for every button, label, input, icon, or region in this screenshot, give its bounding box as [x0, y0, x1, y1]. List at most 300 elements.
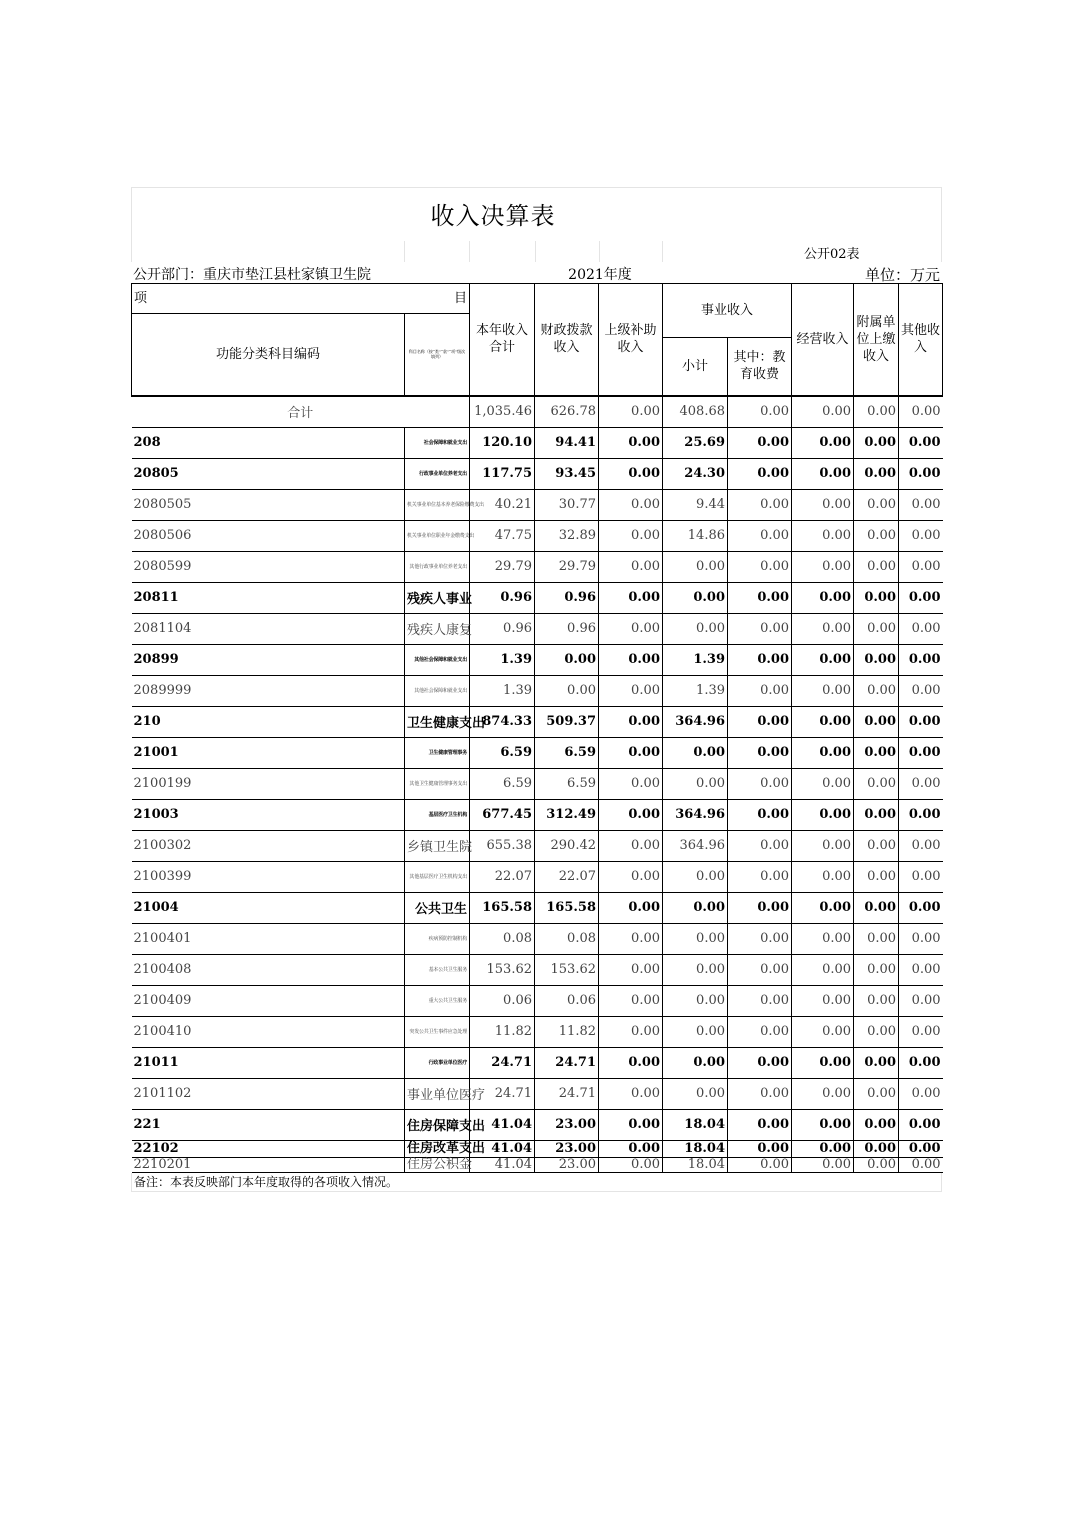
- row-name: 基本公共卫生服务: [405, 954, 470, 985]
- row-value: 0.00: [854, 799, 899, 830]
- row-value: 11.82: [470, 1016, 535, 1047]
- row-code: 21001: [132, 737, 405, 768]
- row-name: 机关事业单位基本养老保险缴费支出: [405, 489, 470, 520]
- row-code: 20811: [132, 582, 405, 613]
- row-value: 0.00: [792, 613, 854, 644]
- row-value: 0.96: [470, 613, 535, 644]
- row-value: 0.00: [792, 923, 854, 954]
- row-value: 0.00: [899, 551, 943, 582]
- row-value: 0.00: [899, 985, 943, 1016]
- header-business: 事业收入: [663, 284, 792, 338]
- row-value: 25.69: [663, 427, 728, 458]
- row-value: 0.00: [663, 1016, 728, 1047]
- table-row: [132, 768, 943, 799]
- row-value: 0.00: [728, 427, 792, 458]
- row-value: 0.00: [728, 1157, 792, 1172]
- row-value: 153.62: [470, 954, 535, 985]
- row-value: 0.00: [854, 737, 899, 768]
- row-name: 住房改革支出: [405, 1140, 470, 1157]
- row-value: 0.00: [728, 830, 792, 861]
- row-name: 卫生健康支出: [405, 706, 470, 737]
- row-value: 22.07: [470, 861, 535, 892]
- table-row: [132, 830, 943, 861]
- row-value: 165.58: [535, 892, 599, 923]
- row-value: 0.00: [599, 582, 663, 613]
- form-code: 公开02表: [804, 247, 860, 262]
- row-value: 14.86: [663, 520, 728, 551]
- row-value: 0.00: [599, 489, 663, 520]
- table-row: [132, 582, 943, 613]
- row-name: 事业单位医疗: [405, 1078, 470, 1109]
- row-value: 0.00: [899, 1078, 943, 1109]
- row-value: 0.00: [899, 1157, 943, 1172]
- row-value: 24.71: [535, 1078, 599, 1109]
- row-value: 0.00: [792, 985, 854, 1016]
- title-row: [131, 187, 942, 241]
- row-value: 0.00: [854, 768, 899, 799]
- row-value: 0.00: [854, 675, 899, 706]
- row-value: 6.59: [535, 768, 599, 799]
- table-row: [132, 1078, 943, 1109]
- row-value: 18.04: [663, 1109, 728, 1140]
- row-name: 疾病预防控制机构: [405, 923, 470, 954]
- table-row: [132, 799, 943, 830]
- total-value: 0.00: [599, 396, 663, 428]
- row-value: 312.49: [535, 799, 599, 830]
- row-value: 0.00: [854, 551, 899, 582]
- row-code: 2210201: [132, 1157, 405, 1172]
- row-value: 0.00: [792, 551, 854, 582]
- row-value: 0.00: [854, 892, 899, 923]
- row-value: 1.39: [663, 675, 728, 706]
- row-value: 24.71: [535, 1047, 599, 1078]
- row-value: 0.00: [899, 737, 943, 768]
- row-value: 0.00: [599, 427, 663, 458]
- row-value: 0.00: [899, 799, 943, 830]
- row-value: 0.00: [854, 954, 899, 985]
- row-value: 0.96: [535, 582, 599, 613]
- table-row: [132, 551, 943, 582]
- header-other: 其他收入: [899, 284, 943, 396]
- row-value: 0.00: [792, 1109, 854, 1140]
- row-value: 364.96: [663, 799, 728, 830]
- row-value: 23.00: [535, 1140, 599, 1157]
- table-row: [132, 1016, 943, 1047]
- row-value: 0.00: [899, 830, 943, 861]
- row-value: 0.00: [792, 706, 854, 737]
- row-code: 20805: [132, 458, 405, 489]
- header-superior: 上级补助收入: [599, 284, 663, 396]
- row-code: 21004: [132, 892, 405, 923]
- row-value: 0.96: [535, 613, 599, 644]
- row-code: 2100410: [132, 1016, 405, 1047]
- row-code: 2080506: [132, 520, 405, 551]
- row-value: 22.07: [535, 861, 599, 892]
- row-value: 120.10: [470, 427, 535, 458]
- row-value: 0.00: [728, 1109, 792, 1140]
- row-value: 0.00: [599, 830, 663, 861]
- row-value: 290.42: [535, 830, 599, 861]
- row-value: 0.00: [728, 551, 792, 582]
- row-value: 1.39: [470, 644, 535, 675]
- year-label: 2021年度: [568, 267, 632, 283]
- row-value: 0.00: [792, 1016, 854, 1047]
- row-code: 2100401: [132, 923, 405, 954]
- row-value: 509.37: [535, 706, 599, 737]
- row-value: 0.00: [599, 458, 663, 489]
- row-name: 其他行政事业单位养老支出: [405, 551, 470, 582]
- table-row: [132, 1140, 943, 1157]
- row-code: 2080599: [132, 551, 405, 582]
- row-value: 0.00: [728, 458, 792, 489]
- row-value: 0.00: [728, 861, 792, 892]
- row-value: 0.00: [792, 675, 854, 706]
- row-value: 0.00: [728, 706, 792, 737]
- row-value: 94.41: [535, 427, 599, 458]
- table-row: [132, 923, 943, 954]
- row-code: 2100399: [132, 861, 405, 892]
- row-value: 0.00: [792, 489, 854, 520]
- row-value: 0.00: [792, 1078, 854, 1109]
- row-value: 0.00: [663, 923, 728, 954]
- row-value: 0.00: [599, 706, 663, 737]
- row-value: 0.00: [728, 582, 792, 613]
- row-value: 6.59: [535, 737, 599, 768]
- row-value: 0.00: [899, 582, 943, 613]
- income-table: [131, 283, 943, 1173]
- row-value: 0.08: [535, 923, 599, 954]
- row-value: 364.96: [663, 706, 728, 737]
- table-row: [132, 458, 943, 489]
- row-value: 0.00: [535, 675, 599, 706]
- header-total: 本年收入合计: [470, 284, 535, 396]
- dept-row: [131, 262, 942, 283]
- row-value: 0.00: [663, 551, 728, 582]
- row-value: 0.00: [599, 675, 663, 706]
- table-note: 备注：本表反映部门本年度取得的各项收入情况。: [131, 1173, 942, 1192]
- row-value: 1.39: [663, 644, 728, 675]
- row-value: 0.00: [663, 768, 728, 799]
- row-value: 0.00: [899, 923, 943, 954]
- row-code: 20899: [132, 644, 405, 675]
- total-label: 合计: [132, 396, 470, 428]
- row-value: 0.00: [854, 427, 899, 458]
- row-value: 0.00: [792, 458, 854, 489]
- row-value: 6.59: [470, 737, 535, 768]
- row-value: 6.59: [470, 768, 535, 799]
- table-row: [132, 613, 943, 644]
- row-value: 0.00: [899, 520, 943, 551]
- row-value: 0.00: [728, 1047, 792, 1078]
- header-item-cell: [132, 284, 470, 314]
- row-value: 0.00: [728, 892, 792, 923]
- table-row: [132, 520, 943, 551]
- table-row: [132, 644, 943, 675]
- row-value: 0.06: [470, 985, 535, 1016]
- header-business-sub: 小计: [663, 338, 728, 396]
- row-value: 93.45: [535, 458, 599, 489]
- row-code: 21011: [132, 1047, 405, 1078]
- row-value: 11.82: [535, 1016, 599, 1047]
- row-name: 社会保障和就业支出: [405, 427, 470, 458]
- row-value: 0.00: [899, 644, 943, 675]
- header-item: 项: [134, 291, 148, 306]
- row-code: 21003: [132, 799, 405, 830]
- table-row: [132, 1109, 943, 1140]
- total-value: 0.00: [899, 396, 943, 428]
- row-value: 0.00: [792, 582, 854, 613]
- row-value: 0.00: [854, 1157, 899, 1172]
- row-value: 0.00: [854, 1016, 899, 1047]
- row-value: 0.00: [792, 520, 854, 551]
- row-value: 23.00: [535, 1109, 599, 1140]
- form-code-row: [131, 241, 942, 262]
- row-value: 0.00: [792, 892, 854, 923]
- row-name: 住房保障支出: [405, 1109, 470, 1140]
- table-row: [132, 427, 943, 458]
- row-value: 0.00: [792, 1047, 854, 1078]
- row-value: 0.00: [728, 985, 792, 1016]
- row-value: 153.62: [535, 954, 599, 985]
- row-value: 0.00: [792, 768, 854, 799]
- row-value: 24.71: [470, 1047, 535, 1078]
- row-value: 41.04: [470, 1157, 535, 1172]
- row-value: 40.21: [470, 489, 535, 520]
- row-value: 0.00: [728, 675, 792, 706]
- row-name: 机关事业单位职业年金缴费支出: [405, 520, 470, 551]
- row-value: 0.00: [599, 1016, 663, 1047]
- row-value: 18.04: [663, 1157, 728, 1172]
- table-body: [132, 396, 943, 1173]
- row-value: 0.00: [854, 644, 899, 675]
- table-row: [132, 892, 943, 923]
- row-value: 0.00: [854, 830, 899, 861]
- row-name: 基层医疗卫生机构: [405, 799, 470, 830]
- total-value: 1,035.46: [470, 396, 535, 428]
- table-row: [132, 737, 943, 768]
- row-value: 0.00: [854, 458, 899, 489]
- row-value: 0.00: [792, 954, 854, 985]
- row-value: 0.00: [728, 799, 792, 830]
- row-value: 0.00: [728, 1078, 792, 1109]
- table-row: [132, 985, 943, 1016]
- row-value: 0.00: [728, 923, 792, 954]
- row-value: 41.04: [470, 1109, 535, 1140]
- row-code: 221: [132, 1109, 405, 1140]
- row-value: 0.00: [599, 923, 663, 954]
- row-value: 41.04: [470, 1140, 535, 1157]
- header-affiliated: 附属单位上缴收入: [854, 284, 899, 396]
- row-value: 0.00: [792, 861, 854, 892]
- page-title: 收入决算表: [430, 202, 556, 230]
- row-value: 0.00: [663, 892, 728, 923]
- row-name: 住房公积金: [405, 1157, 470, 1172]
- row-value: 0.00: [599, 954, 663, 985]
- row-value: 655.38: [470, 830, 535, 861]
- row-value: 0.00: [599, 551, 663, 582]
- row-value: 0.00: [899, 613, 943, 644]
- row-value: 47.75: [470, 520, 535, 551]
- table-row: [132, 954, 943, 985]
- row-value: 1.39: [470, 675, 535, 706]
- row-value: 0.00: [854, 1047, 899, 1078]
- row-value: 0.00: [728, 520, 792, 551]
- header-code: 功能分类科目编码: [132, 314, 405, 396]
- row-value: 0.00: [728, 489, 792, 520]
- header-operating: 经营收入: [792, 284, 854, 396]
- row-name: 乡镇卫生院: [405, 830, 470, 861]
- row-name: 其他社会保障和就业支出: [405, 675, 470, 706]
- row-value: 0.00: [663, 737, 728, 768]
- row-name: 公共卫生: [405, 892, 470, 923]
- row-code: 2100409: [132, 985, 405, 1016]
- row-value: 0.00: [899, 706, 943, 737]
- row-name: 行政事业单位养老支出: [405, 458, 470, 489]
- row-value: 0.00: [599, 1047, 663, 1078]
- row-value: 30.77: [535, 489, 599, 520]
- row-value: 0.00: [792, 427, 854, 458]
- row-value: 0.00: [854, 582, 899, 613]
- row-value: 0.00: [899, 892, 943, 923]
- row-value: 0.00: [728, 737, 792, 768]
- row-value: 0.00: [599, 613, 663, 644]
- row-value: 0.00: [599, 768, 663, 799]
- row-name: 残疾人事业: [405, 582, 470, 613]
- row-value: 117.75: [470, 458, 535, 489]
- row-name: 其他基层医疗卫生机构支出: [405, 861, 470, 892]
- row-value: 874.33: [470, 706, 535, 737]
- row-value: 0.00: [599, 737, 663, 768]
- row-value: 0.00: [899, 768, 943, 799]
- total-value: 0.00: [728, 396, 792, 428]
- row-value: 0.00: [854, 706, 899, 737]
- row-value: 0.00: [854, 613, 899, 644]
- row-value: 0.00: [728, 644, 792, 675]
- table-row: [132, 861, 943, 892]
- row-value: 0.00: [599, 1078, 663, 1109]
- row-value: 0.00: [854, 1078, 899, 1109]
- row-code: 208: [132, 427, 405, 458]
- row-name: 突发公共卫生事件应急处理: [405, 1016, 470, 1047]
- row-value: 0.00: [854, 489, 899, 520]
- row-value: 9.44: [663, 489, 728, 520]
- row-value: 24.30: [663, 458, 728, 489]
- row-value: 0.00: [663, 861, 728, 892]
- row-value: 0.08: [470, 923, 535, 954]
- row-value: 0.00: [792, 799, 854, 830]
- row-value: 32.89: [535, 520, 599, 551]
- table-row: [132, 1047, 943, 1078]
- row-value: 0.00: [899, 1109, 943, 1140]
- row-value: 23.00: [535, 1157, 599, 1172]
- row-name: 残疾人康复: [405, 613, 470, 644]
- row-name: 其他卫生健康管理事务支出: [405, 768, 470, 799]
- total-value: 0.00: [854, 396, 899, 428]
- row-value: 0.00: [663, 954, 728, 985]
- table-row-total: [132, 396, 943, 428]
- header-name: 科目名称（按“类”“款”“项”级次填列）: [405, 314, 470, 396]
- unit-label: 单位：万元: [864, 266, 940, 284]
- total-value: 0.00: [792, 396, 854, 428]
- row-value: 0.00: [728, 768, 792, 799]
- table-header: [132, 284, 943, 396]
- row-value: 0.00: [899, 458, 943, 489]
- header-business-edu: 其中：教育收费: [728, 338, 792, 396]
- row-value: 0.00: [899, 675, 943, 706]
- row-value: 0.00: [599, 892, 663, 923]
- header-item-right: 目: [453, 291, 467, 306]
- row-value: 0.00: [854, 1109, 899, 1140]
- row-value: 0.00: [792, 644, 854, 675]
- row-value: 0.00: [899, 1047, 943, 1078]
- row-value: 0.00: [854, 923, 899, 954]
- row-code: 2101102: [132, 1078, 405, 1109]
- row-value: 0.00: [599, 799, 663, 830]
- row-value: 0.00: [599, 1140, 663, 1157]
- row-value: 0.00: [599, 1157, 663, 1172]
- row-value: 29.79: [535, 551, 599, 582]
- total-value: 408.68: [663, 396, 728, 428]
- row-value: 0.00: [535, 644, 599, 675]
- row-value: 0.00: [728, 1140, 792, 1157]
- row-value: 0.00: [599, 985, 663, 1016]
- row-value: 0.00: [792, 830, 854, 861]
- row-code: 2089999: [132, 675, 405, 706]
- row-code: 2081104: [132, 613, 405, 644]
- row-value: 0.06: [535, 985, 599, 1016]
- row-value: 0.00: [663, 985, 728, 1016]
- table-row: [132, 706, 943, 737]
- row-value: 0.00: [599, 644, 663, 675]
- row-value: 677.45: [470, 799, 535, 830]
- row-value: 0.00: [599, 861, 663, 892]
- row-value: 0.00: [854, 985, 899, 1016]
- row-value: 0.00: [854, 861, 899, 892]
- row-code: 22102: [132, 1140, 405, 1157]
- row-value: 0.00: [728, 613, 792, 644]
- row-name: 重大公共卫生服务: [405, 985, 470, 1016]
- row-value: 0.00: [792, 737, 854, 768]
- table-row: [132, 489, 943, 520]
- row-value: 0.00: [899, 1016, 943, 1047]
- row-value: 0.00: [899, 427, 943, 458]
- row-value: 0.00: [599, 1109, 663, 1140]
- row-value: 0.00: [663, 613, 728, 644]
- row-value: 29.79: [470, 551, 535, 582]
- row-code: 2100199: [132, 768, 405, 799]
- row-value: 0.96: [470, 582, 535, 613]
- row-value: 364.96: [663, 830, 728, 861]
- row-code: 2100302: [132, 830, 405, 861]
- row-name: 行政事业单位医疗: [405, 1047, 470, 1078]
- row-value: 0.00: [792, 1157, 854, 1172]
- income-statement-sheet: [131, 187, 942, 1192]
- row-value: 0.00: [899, 861, 943, 892]
- row-code: 210: [132, 706, 405, 737]
- row-name: 卫生健康管理事务: [405, 737, 470, 768]
- row-value: 0.00: [792, 1140, 854, 1157]
- table-row: [132, 675, 943, 706]
- row-value: 0.00: [854, 520, 899, 551]
- row-code: 2100408: [132, 954, 405, 985]
- row-value: 0.00: [728, 954, 792, 985]
- row-value: 24.71: [470, 1078, 535, 1109]
- row-value: 0.00: [728, 1016, 792, 1047]
- dept-label: 公开部门：重庆市垫江县杜家镇卫生院: [133, 267, 371, 283]
- row-code: 2080505: [132, 489, 405, 520]
- row-value: 0.00: [663, 1047, 728, 1078]
- row-value: 0.00: [899, 954, 943, 985]
